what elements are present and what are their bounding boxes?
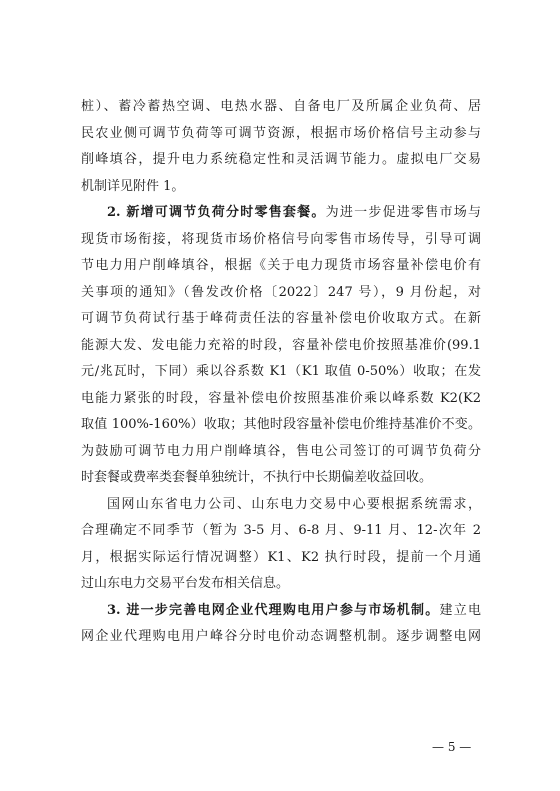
- text-line: [81, 200, 481, 227]
- text-line: 电能力紧张的时段，容量补偿电价按照基准价乘以峰系数 K2(K2: [81, 390, 481, 406]
- text-line: 月，根据实际运行情况调整）K1、K2 执行时段，提前一个月通: [81, 549, 481, 565]
- text-line: 现货市场衔接，将现货市场价格信号向零售市场传导，引导可调: [81, 231, 481, 247]
- text-line: 国网山东省电力公司、山东电力交易中心要根据系统需求，: [107, 496, 481, 512]
- text-line: 民农业侧可调节负荷等可调节资源，根据市场价格信号主动参与: [81, 125, 481, 141]
- paragraph-item-3: [81, 598, 481, 651]
- text-line: 过山东电力交易平台发布相关信息。: [81, 576, 290, 591]
- item-3-heading: 3. 进一步完善电网企业代理购电用户参与市场机制。: [107, 602, 440, 618]
- page-number: — 5 —: [432, 740, 472, 754]
- text-line: 削峰填谷，提升电力系统稳定性和灵活调节能力。虚拟电厂交易: [81, 152, 481, 167]
- text-line: 合理确定不同季节（暂为 3-5 月、6-8 月、9-11 月、12-次年 2: [81, 523, 481, 538]
- text-line: 能源大发、发电能力充裕的时段，容量补偿电价按照基准价(99.1: [81, 337, 481, 353]
- text-line: 时套餐或费率类套餐单独统计，不执行中长期偏差收益回收。: [81, 470, 433, 485]
- text-line: 元/兆瓦时，下同）乘以谷系数 K1（K1 取值 0-50%）收取；在发: [81, 364, 481, 379]
- text-line: 网企业代理购电用户峰谷分时电价动态调整机制。逐步调整电网: [81, 629, 481, 644]
- text-line: 取值 100%-160%）收取；其他时段容量补偿电价维持基准价不变。: [81, 417, 481, 432]
- item-2-first-line: 为进一步促进零售市场与: [325, 205, 481, 220]
- item-2-heading: 2. 新增可调节负荷分时零售套餐。: [107, 205, 326, 220]
- paragraph-schedule: [81, 492, 481, 598]
- text-line: 可调节负荷试行基于峰荷责任法的容量补偿电价收取方式。在新: [81, 311, 481, 326]
- paragraph-item-2: [81, 200, 481, 492]
- item-3-first-line: 建立电: [439, 602, 481, 618]
- text-line: [81, 598, 481, 625]
- paragraph-continuation: [81, 94, 481, 200]
- text-line: 为鼓励可调节电力用户削峰填谷，售电公司签订的可调节负荷分: [81, 443, 481, 459]
- text-line: 桩）、蓄冷蓄热空调、电热水器、自备电厂及所属企业负荷、居: [81, 99, 481, 114]
- text-line: 关事项的通知》（鲁发改价格〔2022〕247 号），9 月份起，对: [81, 284, 481, 300]
- text-line: 节电力用户削峰填谷，根据《关于电力现货市场容量补偿电价有: [81, 258, 481, 273]
- text-line: 机制详见附件 1。: [81, 178, 185, 194]
- body-text: [81, 94, 481, 651]
